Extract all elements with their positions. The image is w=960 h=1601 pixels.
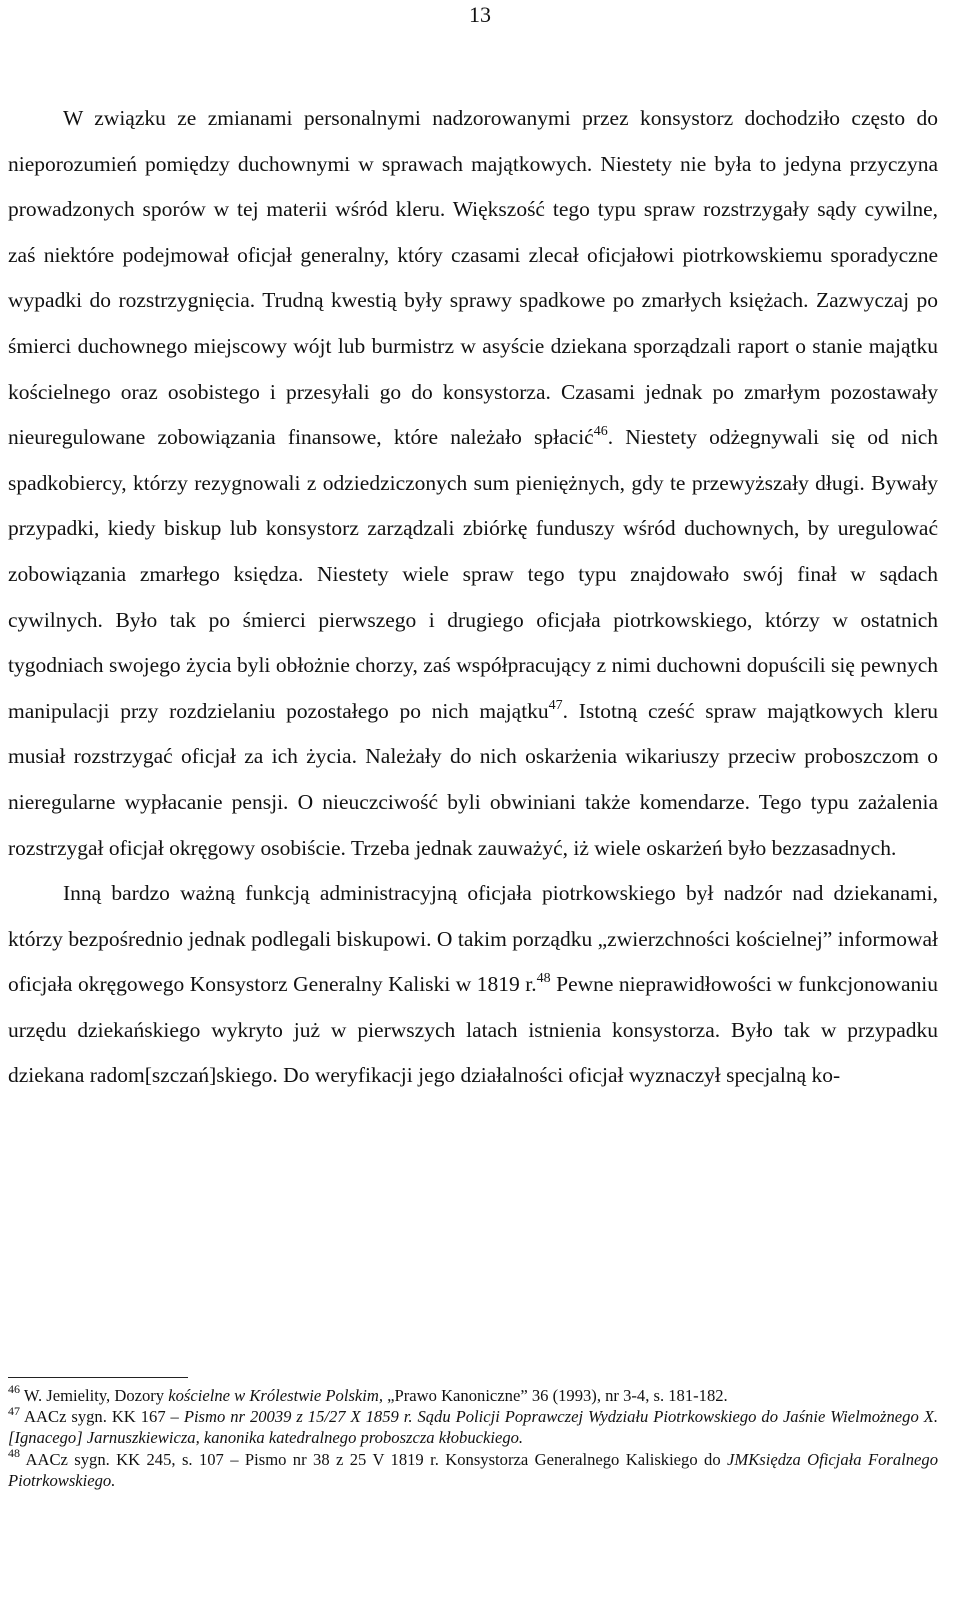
footnote-number: 46: [8, 1382, 20, 1397]
footnote-divider: [8, 1377, 188, 1378]
text-run: AACz sygn. KK 245, s. 107 – Pismo nr 38 z 25 V 1819 r. Konsystorza Generalnego Kaliskiego do: [20, 1449, 728, 1469]
footnote-reference: 48: [536, 971, 551, 987]
italic-text: Pismo nr 20039 z 15/27 X 1859 r. Sądu Policji Poprawczej Wydziału Piotrkowskiego do Jaśnie Wielmożnego X. [Ignacego] Jarnuszkiewicza, kanonika katedralnego proboszcza kłobuckiego.: [8, 1407, 938, 1448]
text-run: Inną bardzo ważną funkcją administracyjną oficjała piotrkowskiego był nadzór nad dziekanami, którzy bezpośrednio jednak podlegali biskupowi. O takim porządku „zwierzchności kościelnej” informował oficjała okręgowego Konsystorz Generalny Kaliski w 1819 r.: [8, 881, 938, 997]
text-run: . Istotną cześć spraw majątkowych kleru musiał rozstrzygać oficjał za ich życia. Należały do nich oskarżenia wikariuszy przeciw proboszczom o nieregularne wypłacanie pensji. O nieuczciwość byli obwiniani także komendarze. Tego typu zażalenia rozstrzygał oficjał okręgowy osobiście. Trzeba jednak zauważyć, iż wiele oskarżeń było bezzasadnych.: [8, 698, 938, 860]
text-run: Pewne nieprawidłowości w funkcjonowaniu urzędu dziekańskiego wykryto już w pierwszych latach istnienia konsystorza. Było tak w przypadku dziekana radom[szczań]skiego. Do weryfikacji jego działalności oficjał wyznaczył specjalną ko-: [8, 972, 939, 1088]
footnote-number: 48: [8, 1446, 20, 1461]
footnote-number: 47: [8, 1403, 20, 1418]
text-run: W. Jemielity, Dozory: [20, 1386, 169, 1405]
text-run: . Niestety odżegnywali się od nich spadkobiercy, którzy rezygnowali z odziedziczonych sum pieniężnych, gdy te przewyższały długi. Bywały przypadki, kiedy biskup lub konsystorz zarządzali zbiórkę funduszy wśród duchownych, by uregulować zobowiązania zmarłego księdza. Niestety wiele spraw tego typu znajdowało swój finał w sądach cywilnych. Było tak po śmierci pierwszego i drugiego oficjała piotrkowskiego, którzy w ostatnich tygodniach swojego życia byli obłożnie chorzy, zaś współpracujący z nimi duchowni dopuścili się pewnych manipulacji przy rozdzielaniu pozostałego po nich majątku: [8, 425, 938, 723]
footnote: [8, 1403, 938, 1448]
body-text: [8, 96, 938, 1099]
footnote: [8, 1446, 938, 1491]
page-number: 13: [469, 2, 491, 27]
paragraph: [8, 96, 938, 871]
footnote: [8, 1382, 938, 1406]
footnote-reference: 46: [593, 424, 608, 439]
text-run: W związku ze zmianami personalnymi nadzorowanymi przez konsystorz dochodziło często do nieporozumień pomiędzy duchownymi w sprawach majątkowych. Niestety nie była to jedyna przyczyna prowadzonych sporów w tej materii wśród kleru. Większość tego typu spraw rozstrzygały sądy cywilne, zaś niektóre podejmował oficjał generalny, który czasami zlecał oficjałowi piotrkowskiemu sporadyczne wypadki do rozstrzygnięcia. Trudną kwestią były sprawy spadkowe po zmarłych księżach. Zazwyczaj po śmierci duchownego miejscowy wójt lub burmistrz w asyście dziekana sporządzali raport o stanie majątku kościelnego oraz osobistego i przesyłali go do konsystorza. Czasami jednak po zmarłym pozostawały nieuregulowane zobowiązania finansowe, które należało spłacić: [8, 106, 938, 450]
text-run: AACz sygn. KK 167 –: [20, 1407, 184, 1427]
text-run: „Prawo Kanoniczne” 36 (1993), nr 3-4, s. 181-182.: [383, 1386, 728, 1405]
paragraph: [8, 871, 938, 1099]
italic-text: kościelne w Królestwie Polskim,: [168, 1386, 384, 1405]
footnote-reference: 47: [548, 697, 563, 713]
footnotes: [8, 1382, 938, 1491]
italic-text: JMKsiędza Oficjała Foralnego Piotrkowskiego.: [8, 1449, 938, 1490]
